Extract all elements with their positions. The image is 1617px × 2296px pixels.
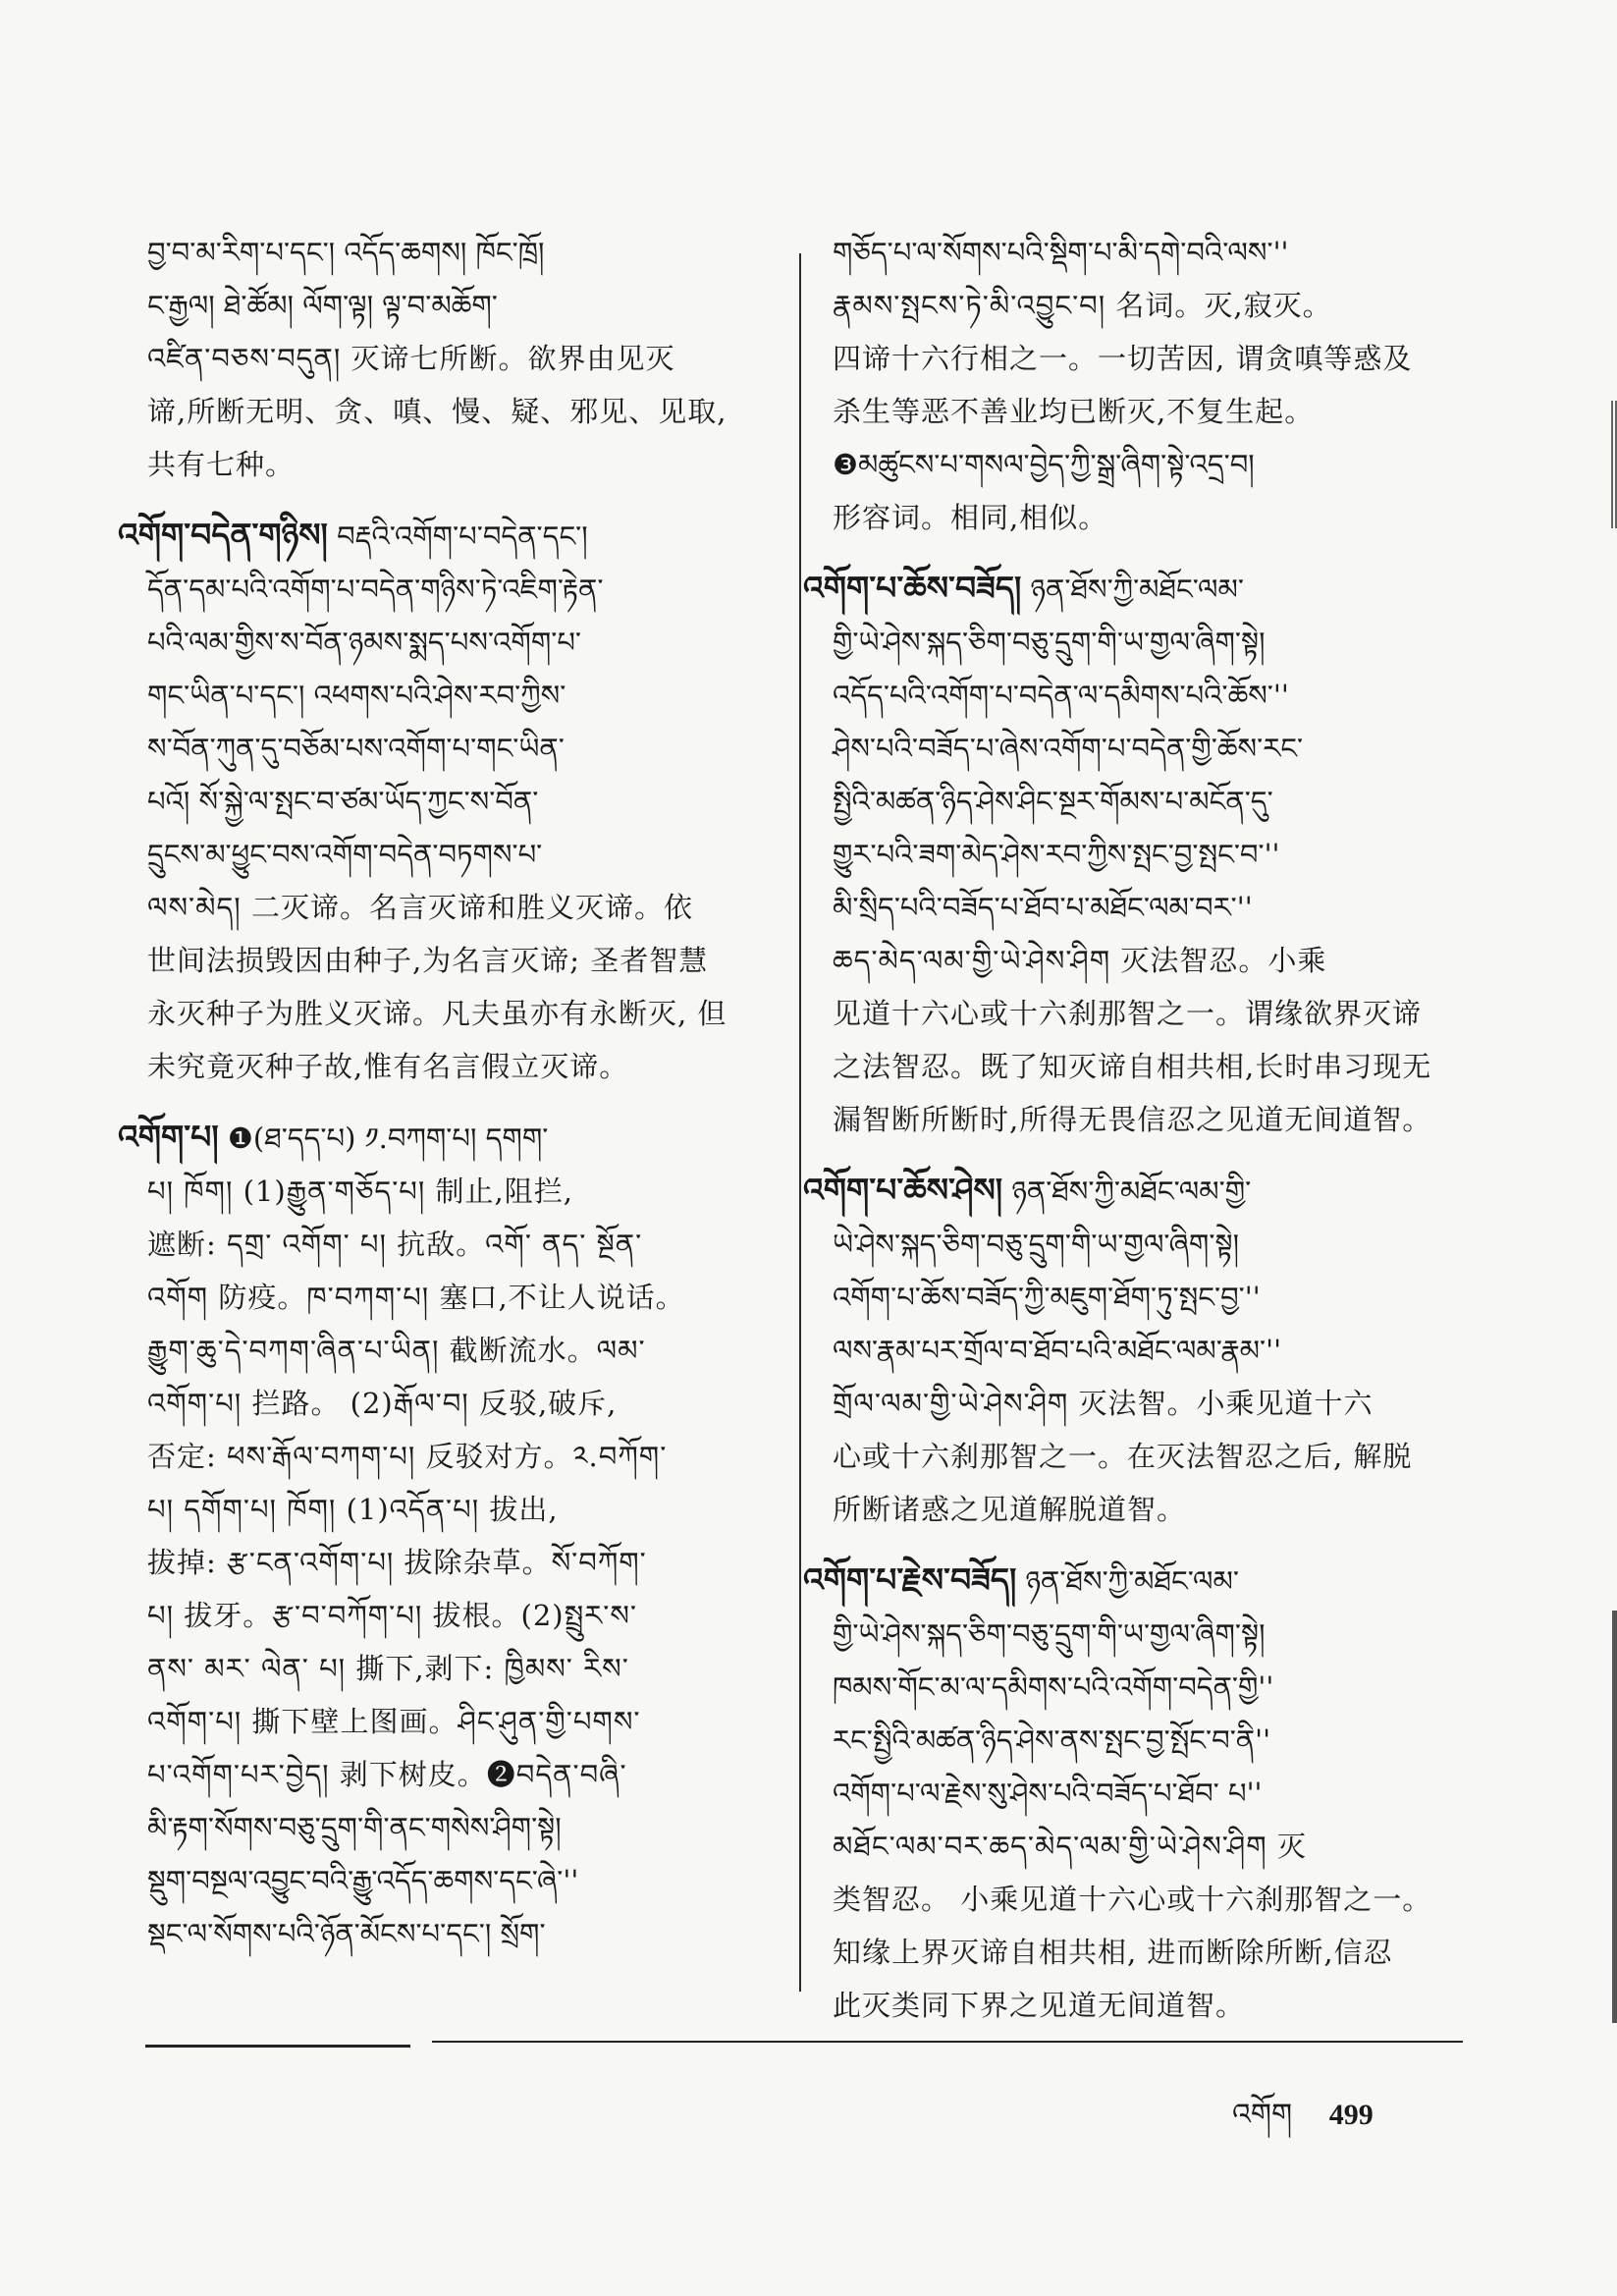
entry-headword: འགོག་པ། [118, 1118, 219, 1156]
entry-line [147, 1040, 825, 1093]
entry-text: 共有七种。 [147, 448, 296, 481]
entry-line [833, 1714, 1510, 1767]
entry-text: 形容词。相同,相似。 [833, 501, 1108, 534]
entry-line [833, 226, 1510, 279]
entry-text: པ། 拔牙。རྩ་བ་བཀོག་པ། 拔根。(2)སྤྲུར་ས་ [147, 1599, 637, 1632]
left-column [118, 226, 825, 1978]
entry-line [147, 1483, 825, 1536]
entry-text: ❸མཚུངས་པ་གསལ་བྱེད་ཀྱི་སྒྲ་ཞིག་སྟེ་འདྲ་བ། [833, 448, 1255, 481]
entry-line [147, 1748, 825, 1801]
entry-line [833, 775, 1510, 828]
entry-line [833, 1093, 1510, 1146]
entry-text: ནས་ མར་ ལེན་ པ། 撕下,剥下: ཁྱིམས་ རིས་ [147, 1652, 629, 1685]
entry-line [833, 987, 1510, 1040]
entry-line [147, 1854, 825, 1907]
entry-text: ལས་མེད། 二灭谛。名言灭谛和胜义灭谛。依 [147, 891, 693, 924]
dictionary-entry [833, 226, 1510, 544]
entry-line [833, 279, 1510, 332]
entry-text: ཆད་མེད་ལམ་གྱི་ཡེ་ཤེས་ཤིག 灭法智忍。小乘 [833, 944, 1327, 977]
entry-text: འཛིན་བཅས་བདུན། 灭谛七所断。欲界由见灭 [147, 342, 675, 375]
entry-text: འགོག 防疫。ཁ་བཀག་པ། 塞口,不让人说话。 [147, 1281, 685, 1314]
entry-line [833, 616, 1510, 669]
entry-text: གང་ཡིན་པ་དང་། འཕགས་པའི་ཤེས་རབ་ཀྱིས་ [147, 679, 566, 712]
entry-text: གྱི་ཡེ་ཤེས་སྐད་ཅིག་བཅུ་དྲུག་གི་ཡ་གྱལ་ཞིག་སྟེ། [833, 626, 1266, 659]
right-column [803, 226, 1510, 2050]
entry-text: འགོག་པ། 撕下壁上图画。ཤིང་ཤུན་གྱི་པགས་ [147, 1705, 641, 1738]
entry-text: པ། དགོག་པ། ཁོག། (1)འདོན་པ། 拔出, [147, 1493, 559, 1526]
entry-line [147, 332, 825, 385]
entry-line [803, 562, 1510, 616]
entry-text: དོན་དམ་པའི་འགོག་པ་བདེན་གཉིས་ཏེ་འཇིག་རྟེན་ [147, 573, 604, 606]
dictionary-entry [803, 1554, 1510, 2032]
entry-text: མཐོང་ལམ་བར་ཆད་མེད་ལམ་གྱི་ཡེ་ཤེས་ཤིག 灭 [833, 1830, 1307, 1863]
entry-text: འགོག་པ། 拦路。 (2)རྒོལ་བ། 反驳,破斥, [147, 1387, 618, 1420]
entry-text: 世间法损毁因由种子,为名言灭谛; 圣者智慧 [147, 944, 709, 977]
entry-line [147, 1589, 825, 1642]
entry-line [833, 1218, 1510, 1271]
entry-text: གཅོད་པ་ལ་སོགས་པའི་སྡིག་པ་མི་དགེ་བའི་ལས་'' [833, 236, 1289, 269]
scan-edge-mark [1598, 1611, 1617, 2023]
entry-text: 类智忍。 小乘见道十六心或十六刹那智之一。 [833, 1883, 1432, 1916]
entry-line [147, 563, 825, 616]
entry-line [803, 1164, 1510, 1218]
entry-line [147, 934, 825, 987]
entry-headword: འགོག་པ་ཆོས་བཟོད། [803, 569, 1022, 607]
entry-line [833, 1979, 1510, 2032]
entry-line [147, 1218, 825, 1271]
entry-line [833, 1873, 1510, 1926]
entry-line [147, 669, 825, 722]
entry-text: ཉན་ཐོས་ཀྱི་མཐོང་ལམ་གྱི་ [1011, 1175, 1252, 1208]
entry-text: པ་འགོག་པར་བྱེད། 剥下树皮。❷བདེན་བཞི་ [147, 1758, 627, 1791]
entry-text: 此灭类同下界之见道无间道智。 [833, 1989, 1246, 2022]
entry-text: ཤེས་པའི་བཟོད་པ་ཞེས་འགོག་པ་བདེན་གྱི་ཆོས་རང་ [833, 732, 1304, 765]
entry-text: 否定: ཕས་རྒོལ་བཀག་པ། 反驳对方。༢.བཀོག་ [147, 1440, 668, 1473]
entry-text: 知缘上界灭谛自相共相, 进而断除所断,信忍 [833, 1936, 1393, 1969]
entry-line [833, 669, 1510, 722]
entry-headword: འགོག་པ་རྗེས་བཟོད། [803, 1560, 1017, 1599]
entry-line [833, 385, 1510, 438]
dictionary-entry [118, 1111, 825, 1960]
entry-text: 心或十六刹那智之一。在灭法智忍之后, 解脱 [833, 1440, 1413, 1473]
footer-rule-right [432, 2041, 1463, 2043]
entry-text: ཁམས་གོང་མ་ལ་དམིགས་པའི་འགོག་བདེན་གྱི'' [833, 1670, 1274, 1704]
entry-text: 遮断: དགྲ་ འགོག་ པ། 抗敌。འགོ་ ནད་ སྔོན་ [147, 1228, 643, 1261]
entry-text: དྲུངས་མ་ཕྱུང་བས་འགོག་བདེན་བཏགས་པ་ [147, 838, 543, 871]
entry-text: འགོག་པ་ལ་རྗེས་སུ་ཤེས་པའི་བཟོད་པ་ཐོབ་ པ'' [833, 1777, 1263, 1810]
entry-text: པ། ཁོག། (1)རྒྱུན་གཅོད་པ། 制止,阻拦, [147, 1175, 573, 1208]
entry-line [833, 1767, 1510, 1820]
entry-headword: འགོག་པ་ཆོས་ཤེས། [803, 1171, 1003, 1209]
entry-line [833, 1040, 1510, 1093]
entry-text: སྤྱིའི་མཚན་ཉིད་ཤེས་ཤིང་སྔར་གོམས་པ་མངོན་དུ་ [833, 785, 1273, 818]
entry-line [833, 1926, 1510, 1979]
running-head: འགོག [1232, 2098, 1293, 2132]
entry-line [833, 438, 1510, 491]
entry-text: འགོག་པ་ཆོས་བཟོད་ཀྱི་མཇུག་ཐོག་ཏུ་སྤང་བྱ་'' [833, 1281, 1261, 1314]
entry-line [147, 1536, 825, 1589]
entry-text: གྱི་ཡེ་ཤེས་སྐད་ཅིག་བཅུ་དྲུག་གི་ཡ་གྱལ་ཞིག་སྟེ། [833, 1617, 1266, 1651]
entry-text: རྒྱུག་ཆུ་དེ་བཀག་ཞིན་པ་ཡིན། 截断流水。ལམ་ [147, 1334, 646, 1367]
entry-line [147, 1907, 825, 1960]
entry-line [147, 775, 825, 828]
entry-text: བརྡའི་འགོག་པ་བདེན་དང་། [337, 519, 588, 553]
entry-line [147, 987, 825, 1040]
entry-line [147, 1801, 825, 1854]
entry-line [147, 438, 825, 491]
entry-line [833, 934, 1510, 987]
entry-text: འདོད་པའི་འགོག་པ་བདེན་ལ་དམིགས་པའི་ཆོས་'' [833, 679, 1289, 712]
entry-text: བྱ་བ་མ་རིག་པ་དང་། འདོད་ཆགས། ཁོང་ཁྲོ། [147, 236, 545, 269]
scan-edge-mark [1597, 401, 1617, 528]
entry-text: མི་སྲིད་པའི་བཟོད་པ་ཐོབ་པ་མཐོང་ལམ་བར་'' [833, 891, 1253, 924]
entry-text: 见道十六心或十六刹那智之一。谓缘欲界灭谛 [833, 997, 1423, 1030]
entry-line [833, 828, 1510, 881]
entry-text: ཉན་ཐོས་ཀྱི་མཐོང་ལམ་ [1025, 1564, 1239, 1598]
entry-line [147, 1695, 825, 1748]
entry-line [147, 1377, 825, 1430]
dictionary-entry [147, 226, 825, 491]
entry-line [833, 881, 1510, 934]
entry-line [147, 616, 825, 669]
entry-text: 漏智断所断时,所得无畏信忍之见道无间道智。 [833, 1103, 1432, 1136]
entry-line [147, 1642, 825, 1695]
entry-line [147, 722, 825, 775]
entry-line [833, 722, 1510, 775]
entry-text: 未究竟灭种子故,惟有名言假立灭谛。 [147, 1050, 629, 1083]
page-footer [1232, 2082, 1374, 2164]
entry-line [833, 1271, 1510, 1324]
entry-line [147, 279, 825, 332]
entry-line [147, 1165, 825, 1218]
entry-text: ཡེ་ཤེས་སྐད་ཅིག་བཅུ་དྲུག་གི་ཡ་གྱལ་ཞིག་སྟེ། [833, 1228, 1240, 1261]
entry-line [118, 1111, 825, 1165]
entry-text: རྣམས་སྤངས་ཏེ་མི་འབྱུང་བ། 名词。灭,寂灭。 [833, 289, 1332, 322]
entry-text: 所断诸惑之见道解脱道智。 [833, 1493, 1187, 1526]
entry-text: པའོ། སོ་སྐྱེ་ལ་སྤང་བ་ཙམ་ཡོད་ཀྱང་ས་བོན་ [147, 785, 539, 818]
footer-rule-left [145, 2045, 410, 2048]
dictionary-entry [803, 562, 1510, 1146]
column-divider [799, 253, 801, 1992]
entry-text: ❶(ཐ་དད་པ) ༡.བཀག་པ། དགག་ [227, 1121, 549, 1155]
entry-text: ས་བོན་ཀུན་དུ་བཅོམ་པས་འགོག་པ་གང་ཡིན་ [147, 732, 565, 765]
entry-line [833, 1820, 1510, 1873]
entry-text: རང་སྤྱིའི་མཚན་ཉིད་ཤེས་ནས་སྤང་བྱ་སྤོང་བ་ནི'' [833, 1723, 1271, 1757]
entry-text: 永灭种子为胜义灭谛。凡夫虽亦有永断灭, 但 [147, 997, 728, 1030]
entry-text: མི་རྟག་སོགས་བཅུ་དྲུག་གི་ནང་གསེས་ཤིག་སྟེ། [147, 1811, 562, 1844]
entry-text: གྱུར་པའི་ཟག་མེད་ཤེས་རབ་ཀྱིས་སྤང་བྱ་སྤང་བ་'' [833, 838, 1280, 871]
entry-line [147, 226, 825, 279]
entry-text: པའི་ལམ་གྱིས་ས་བོན་ཉམས་སྨད་པས་འགོག་པ་ [147, 626, 582, 659]
entry-line [147, 1430, 825, 1483]
entry-text: 杀生等恶不善业均已断灭,不复生起。 [833, 395, 1315, 428]
dictionary-entry [803, 1164, 1510, 1536]
entry-text: གྲོལ་ལམ་གྱི་ཡེ་ཤེས་ཤིག 灭法智。小乘见道十六 [833, 1387, 1374, 1420]
entry-line [833, 1377, 1510, 1430]
entry-line [833, 1483, 1510, 1536]
entry-line [833, 491, 1510, 544]
entry-text: 拔掉: རྩ་ངན་འགོག་པ། 拔除杂草。སོ་བཀོག་ [147, 1546, 647, 1579]
entry-text: ང་རྒྱལ། ཐེ་ཚོམ། ལོག་ལྟ། ལྟ་བ་མཆོག་ [147, 289, 498, 322]
entry-line [833, 1430, 1510, 1483]
entry-line [833, 332, 1510, 385]
entry-text: ལས་རྣམ་པར་གྲོལ་བ་ཐོབ་པའི་མཐོང་ལམ་རྣམ་'' [833, 1334, 1282, 1367]
entry-line [147, 881, 825, 934]
entry-headword: འགོག་བདེན་གཉིས། [118, 516, 328, 554]
entry-line [803, 1554, 1510, 1608]
entry-text: 四谛十六行相之一。一切苦因, 谓贪嗔等惑及 [833, 342, 1413, 375]
entry-line [118, 509, 825, 563]
page-number: 499 [1328, 2099, 1374, 2131]
entry-line [147, 1324, 825, 1377]
entry-text: ཉན་ཐོས་ཀྱི་མཐོང་ལམ་ [1030, 573, 1244, 606]
entry-line [147, 385, 825, 438]
entry-text: 谛,所断无明、贪、嗔、慢、疑、邪见、见取, [147, 395, 728, 428]
dictionary-entry [118, 509, 825, 1093]
entry-line [833, 1661, 1510, 1714]
entry-text: སྡུག་བསྔལ་འབྱུང་བའི་རྒྱུ་འདོད་ཆགས་དང་ཞེ་'' [147, 1864, 579, 1897]
entry-line [147, 828, 825, 881]
entry-line [147, 1271, 825, 1324]
entry-line [833, 1608, 1510, 1661]
entry-text: 之法智忍。既了知灭谛自相共相,长时串习现无 [833, 1050, 1432, 1083]
entry-line [833, 1324, 1510, 1377]
entry-text: སྡང་ལ་སོགས་པའི་ཉོན་མོངས་པ་དང་། སྲོག་ [147, 1917, 546, 1950]
